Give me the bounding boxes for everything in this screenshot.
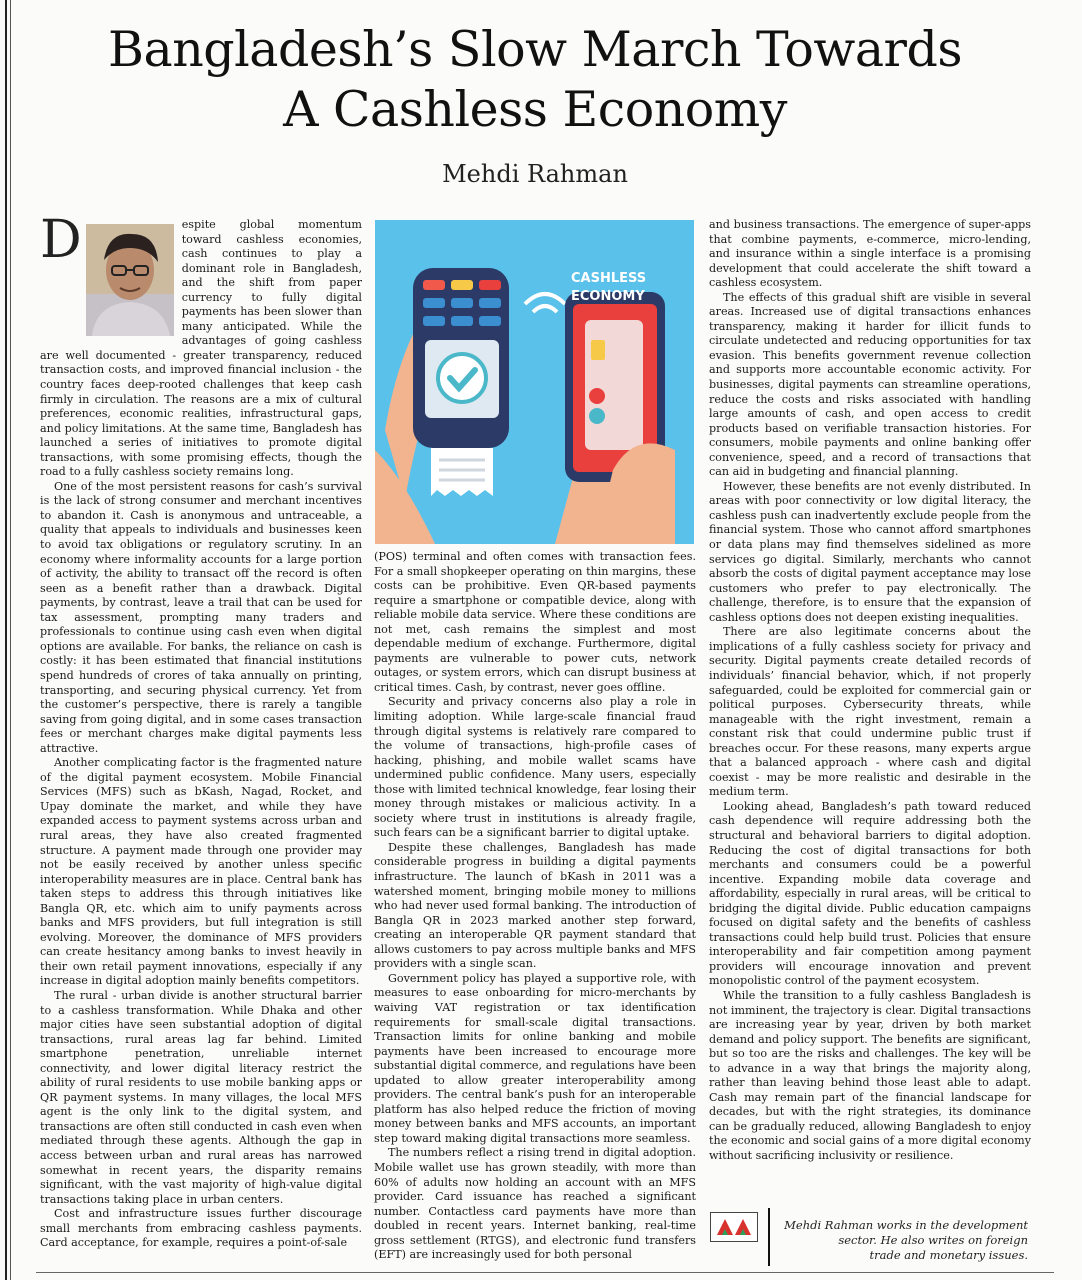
drop-cap: D	[40, 218, 82, 270]
paragraph-14: There are also legitimate concerns about the implications of a fully cashless society for privacy and security. Digital payments create detailed records of individuals’ financial behavior, which, if not properly safeguarded, could be exploited for commercial gain or political purposes. Cybersecurity threats, while manageable with the right investment, remain a constant risk that could undermine public trust if breaches occur. For these reasons, many experts argue that a balanced approach - where cash and digital coexist - may be more realistic and desirable in the medium term.	[709, 625, 1031, 799]
author-note	[708, 1208, 1030, 1268]
paragraph-9: Government policy has played a supportive role, with measures to ease onboarding for micro-merchants by waiving VAT registration or tax identification requirements for small-scale digital transactions. Transaction limits for online banking and mobile payments have been increased to encourage more substantial digital commerce, and regulations have been updated to allow greater interoperability among providers. The central bank’s push for an interoperable platform has also helped reduce the friction of moving money between banks and MFS accounts, an important step toward making digital transactions more seamless.	[374, 971, 696, 1145]
headline-line-2: A Cashless Economy	[283, 81, 787, 138]
paragraph-7: Security and privacy concerns also play a role in limiting adoption. While large-scale financial fraud through digital systems is relatively rare compared to the volume of transactions, high-profile cases of hacking, phishing, and mobile wallet scams have undermined public confidence. Many users, especially those with limited technical knowledge, fear losing their money through mistakes or malicious activity. In a society where trust in institutions is already fragile, such fears can be a significant barrier to digital uptake.	[374, 695, 696, 840]
paragraph-2: One of the most persistent reasons for cash’s survival is the lack of strong consumer and merchant incentives to abandon it. Cash is anonymous and untraceable, a quality that appeals to individuals and businesses keen to avoid tax obligations or regulatory scrutiny. In an economy where informality accounts for a large portion of activity, the ability to transact off the record is often seen as a benefit rather than a drawback. Digital payments, by contrast, leave a trail that can be used for tax assessment, prompting many traders and professionals to continue using cash even when digital options are available. For banks, the reliance on cash is costly: it has been estimated that financial institutions spend hundreds of crores of taka annually on printing, transporting, and securing physical currency. Yet from the customer’s perspective, there is rarely a tangible saving from going digital, and in some cases transaction fees or merchant charges make digital payments less attractive.	[40, 479, 362, 755]
headline-line-1: Bangladesh’s Slow March Towards	[107, 21, 962, 78]
left-border-rule-thin	[10, 0, 11, 1280]
paragraph-3: Another complicating factor is the fragmented nature of the digital payment ecosystem. Mobile Financial Services (MFS) such as bKash, Nagad, Rocket, and Upay dominate the market, and while they have expanded access to payment systems across urban and rural areas, they have also created fragmented structure. A payment made through one provider may not be easily received by another unless specific interoperability measures are in place. Central bank has taken steps to address this through initiatives like Bangla QR, etc. which aim to unify payments across banks and MFS providers, but full integration is still evolving. Moreover, the dominance of MFS providers can create hesitancy among banks to invest heavily in their own retail payment innovations, especially if any increase in digital adoption mainly benefits competitors.	[40, 756, 362, 988]
article-headline	[40, 20, 1030, 140]
paragraph-16: While the transition to a fully cashless Bangladesh is not imminent, the trajectory is clear. Digital transactions are increasing year by year, driven by both market demand and policy support. The benefits are significant, but so too are the risks and challenges. The key will be to advance in a way that brings the majority along, rather than leaving behind those least able to adapt. Cash may remain part of the financial landscape for decades, but with the right strategies, its dominance can be gradually reduced, allowing Bangladesh to enjoy the economic and social gains of a more digital economy without sacrificing inclusivity or resilience.	[709, 988, 1031, 1162]
author-photo	[86, 224, 174, 336]
cashless-economy-illustration	[375, 220, 694, 544]
article-column-2	[374, 550, 696, 1266]
paragraph-13: However, these benefits are not evenly distributed. In areas with poor connectivity or low digital literacy, the cashless push can inadvertently exclude people from the financial system. Those who cannot afford smartphones or data plans may find themselves sidelined as more services go digital. Similarly, merchants who cannot absorb the costs of digital payment acceptance may lose customers who prefer to pay electronically. The challenge, therefore, is to ensure that the expansion of cashless options does not deepen existing inequalities.	[709, 479, 1031, 624]
paragraph-6: (POS) terminal and often comes with transaction fees. For a small shopkeeper operating on thin margins, these costs can be prohibitive. Even QR-based payments require a smartphone or compatible device, along with reliable mobile data service. Where these conditions are not met, cash remains the simplest and most dependable medium of exchange. Furthermore, digital payments are vulnerable to power cuts, network outages, or system errors, which can disrupt business at critical times. Cash, by contrast, never goes offline.	[374, 550, 696, 694]
paragraph-1: D espite global momentum toward cashless economies, cash continues to play a dominant role in Bangladesh, and the shift from paper currency to fully digital payments has been slower than many anticipated. While the advantages of going cashless are well documented - greater transparency, reduced transaction costs, and improved financial inclusion - the country faces deep-rooted challenges that keep cash firmly in circulation. The reasons are a mix of cultural preferences, economic realities, infrastructural gaps, and policy limitations. At the same time, Bangladesh has launched a series of initiatives to promote digital transactions, with some promising effects, though the road to a fully cashless society remains long.	[40, 218, 362, 479]
article-column-3	[709, 218, 1031, 1210]
paragraph-10: The numbers reflect a rising trend in digital adoption. Mobile wallet use has grown steadily, with more than 60% of adults now holding an account with an MFS provider. Card issuance has reached a significant number. Contactless card payments have more than doubled in recent years. Internet banking, real-time gross settlement (RTGS), and electronic fund transfers (EFT) are increasingly used for both personal	[374, 1146, 696, 1262]
illustration-label-2: ECONOMY	[571, 289, 645, 304]
paragraph-4: The rural - urban divide is another structural barrier to a cashless transformation. While Dhaka and other major cities have seen substantial adoption of digital transactions, rural areas lag far behind. Limited smartphone penetration, unreliable internet connectivity, and lower digital literacy restrict the ability of rural residents to use mobile banking apps or QR payment systems. In many villages, the local MFS agent is the only link to the digital system, and transactions are often still conducted in cash even when mediated through these agents. Although the gap in access between urban and rural areas has narrowed somewhat in recent years, the disparity remains significant, with the vast majority of high-value digital transactions taking place in urban centers.	[40, 988, 362, 1206]
left-border-rule	[5, 0, 7, 1280]
illustration-label-1: CASHLESS	[571, 271, 647, 286]
paragraph-11: and business transactions. The emergence of super-apps that combine payments, e-commerce, micro-lending, and insurance within a single interface is a promising development that could accelerate the shift toward a cashless ecosystem.	[709, 218, 1031, 290]
publication-logo-icon	[710, 1212, 758, 1242]
author-note-divider	[768, 1208, 770, 1266]
paragraph-5: Cost and infrastructure issues further discourage small merchants from embracing cashless payments. Card acceptance, for example, requires a point-of-sale	[40, 1207, 362, 1250]
author-note-text: Mehdi Rahman works in the development sector. He also writes on foreign trade and monetary issues.	[784, 1218, 1028, 1262]
author-byline: Mehdi Rahman	[442, 160, 628, 188]
paragraph-8: Despite these challenges, Bangladesh has made considerable progress in building a digital payments infrastructure. The launch of bKash in 2011 was a watershed moment, bringing mobile money to millions who had never used formal banking. The introduction of Bangla QR in 2023 marked another step forward, creating an interoperable QR payment standard that allows customers to pay across multiple banks and MFS providers with a single scan.	[374, 840, 696, 971]
paragraph-12: The effects of this gradual shift are visible in several areas. Increased use of digital transactions enhances transparency, making it harder for illicit funds to circulate undetected and reducing opportunities for tax evasion. This benefits government revenue collection and supports more accountable economic activity. For businesses, digital payments can streamline operations, reduce the costs and risks associated with handling large amounts of cash, and open access to credit products based on verifiable transaction histories. For consumers, mobile payments and online banking offer convenience, speed, and a record of transactions that can aid in budgeting and financial planning.	[709, 290, 1031, 479]
bottom-rule	[36, 1272, 1054, 1273]
article-column-1	[40, 218, 362, 1266]
paragraph-15: Looking ahead, Bangladesh’s path toward reduced cash dependence will require addressing both the structural and behavioral barriers to digital adoption. Reducing the cost of digital transactions for both merchants and consumers could be a powerful incentive. Expanding mobile data coverage and affordability, especially in rural areas, will be critical to bridging the digital divide. Public education campaigns focused on digital safety and the benefits of cashless transactions could help build trust. Policies that ensure interoperability and fair competition among payment providers will encourage innovation and prevent monopolistic control of the payment ecosystem.	[709, 799, 1031, 988]
